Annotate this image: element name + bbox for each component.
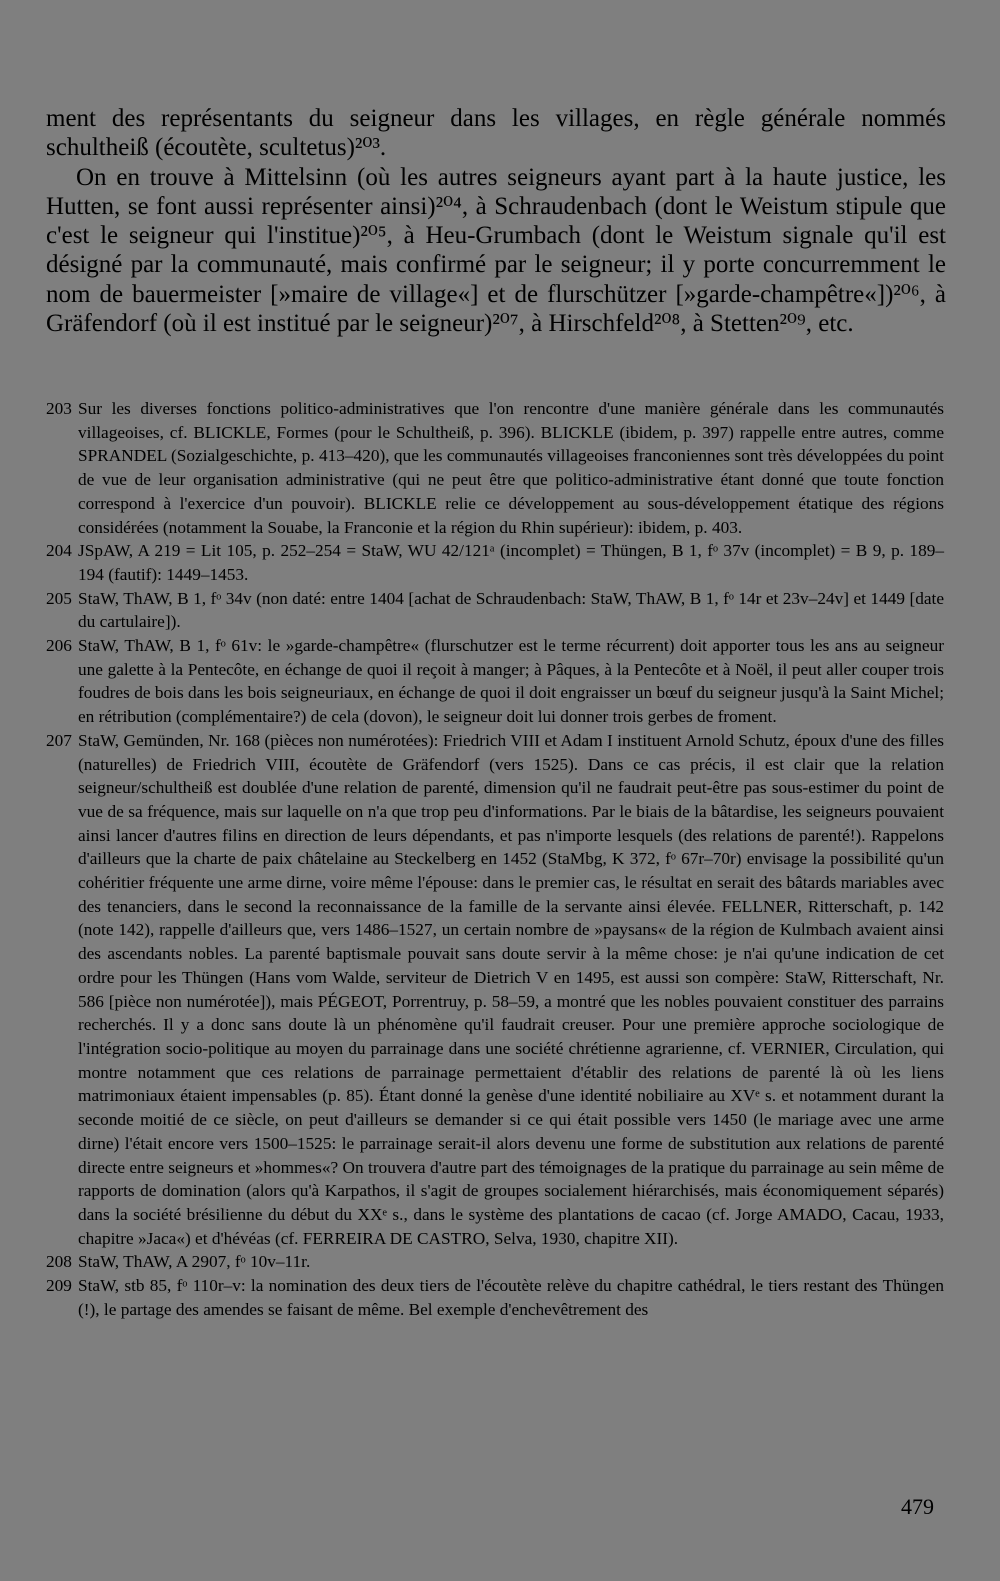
footnote-text: Sur les diverses fonctions politico-administratives que l'on rencontre d'une manière générale dans les communautés villageoises, cf. BLICKLE, Formes (pour le Schultheiß, p. 396). BLICKLE (ibidem, p. 397) rappelle entre autres, comme SPRANDEL (Sozialgeschichte, p. 413–420), que les communautés villageoises franconiennes sont très développées du point de vue de leur organisation administrative (qui ne peut être que politico-administrative étant donné que toute fonction correspond à l'exercice d'un pouvoir). BLICKLE relie ce développement au sous-développement étatique des régions considérées (notamment la Souabe, la Franconie et la région du Rhin supérieur): ibidem, p. 403.: [78, 399, 944, 537]
footnote-text: StaW, stb 85, fᵒ 110r–v: la nomination des deux tiers de l'écoutète relève du chapitre cathédral, le tiers restant des Thüngen (!), le partage des amendes se faisant de même. Bel exemple d'enchevêtrement des: [78, 1276, 944, 1319]
footnote-number: 204: [46, 541, 72, 561]
footnote-text: JSpAW, A 219 = Lit 105, p. 252–254 = StaW, WU 42/121ᵃ (incomplet) = Thüngen, B 1, fᵒ 37v (incomplet) = B 9, p. 189–194 (fautif): 1449–1453.: [78, 541, 944, 584]
footnote-206: [46, 634, 944, 729]
footnote-number: 208: [46, 1252, 72, 1272]
page-number: 479: [901, 1494, 934, 1519]
footnote-text: StaW, Gemünden, Nr. 168 (pièces non numérotées): Friedrich VIII et Adam I instituent Arnold Schutz, époux d'une des filles (naturelles) de Friedrich VIII, écoutète de Gräfendorf (vers 1525). Dans ce cas précis, il est clair que la relation seigneur/schultheiß est doublée d'une relation de parenté, dimension qu'il ne faudrait peut-être pas sous-estimer du point de vue de sa fréquence, mais sur laquelle on n'a que trop peu d'informations. Par le biais de la bâtardise, les seigneurs pouvaient ainsi lancer d'autres filins en direction de leurs dépendants, et pas n'importe lesquels (des relations de parenté!). Rappelons d'ailleurs que la charte de paix châtelaine au Steckelberg en 1452 (StaMbg, K 372, fᵒ 67r–70r) envisage la possibilité qu'un cohéritier fréquente une arme dirne, voire même l'épouse: dans le premier cas, le résultat en serait des bâtards mariables avec des tenanciers, dans le second la reconnaissance de la famille de la servante ainsi élevée. FELLNER, Ritterschaft, p. 142 (note 142), rappelle d'ailleurs que, vers 1486–1527, un certain nombre de »paysans« de la région de Kulmbach avaient ainsi des ascendants nobles. La parenté baptismale pouvait sans doute servir à la même chose: je n'ai qu'une indication de cet ordre pour les Thüngen (Hans vom Walde, serviteur de Dietrich V en 1495, est aussi son compère: StaW, Ritterschaft, Nr. 586 [pièce non numérotée]), mais PÉGEOT, Porrentruy, p. 58–59, a montré que les nobles pouvaient constituer des parrains recherchés. Il y a donc sans doute là un phénomène qu'il faudrait creuser. Pour une première approche sociologique de l'intégration socio-politique au moyen du parrainage dans une société chrétienne agrarienne, cf. VERNIER, Circulation, qui montre notamment que ces relations de parrainage permettaient d'établir des relations de parenté là où les liens matrimoniaux étaient impensables (p. 85). Étant donné la genèse d'une identité nobiliaire au XVᵉ s. et notamment durant la seconde moitié de ce siècle, on peut d'ailleurs se demander si ce qui était possible vers 1450 (le mariage avec une arme dirne) l'était encore vers 1500–1525: le parrainage serait-il alors devenu une forme de substitution aux relations de parenté directe entre seigneurs et »hommes«? On trouvera d'autre part des témoignages de la pratique du parrainage au sein même de rapports de domination (alors qu'à Karpathos, il s'agit de groupes socialement hiérarchisés, mais économiquement séparés) dans la société brésilienne du début du XXᵉ s., dans le système des plantations de cacao (cf. Jorge AMADO, Cacau, 1933, chapitre »Jaca«) et d'hévéas (cf. FERREIRA DE CASTRO, Selva, 1930, chapitre XII).: [78, 730, 944, 1248]
footnote-text: StaW, ThAW, A 2907, fᵒ 10v–11r.: [78, 1252, 311, 1272]
footnote-number: 203: [46, 399, 72, 418]
footnote-number: 209: [46, 1276, 72, 1296]
footnote-207: [46, 729, 944, 1250]
footnote-203: [46, 397, 944, 539]
footnote-204: [46, 539, 944, 586]
footnote-text: StaW, ThAW, B 1, fᵒ 34v (non daté: entre 1404 [achat de Schraudenbach: StaW, ThAW, B 1, fᵒ 14r et 23v–24v] et 1449 [date du cartulaire]).: [78, 588, 944, 632]
footnote-text: StaW, ThAW, B 1, fᵒ 61v: le »garde-champêtre« (flurschutzer est le terme récurrent) doit apporter tous les ans au seigneur une galette à la Pentecôte, en échange de quoi il reçoit à manger; à Pâques, à la Pentecôte et à Noël, il peut aller couper trois foudres de bois dans les bois seigneuriaux, en échange de quoi il doit engraisser un bœuf du seigneur jusqu'à la Saint Michel; en rétribution (complémentaire?) de cela (dovon), le seigneur doit lui donner trois gerbes de froment.: [78, 636, 944, 727]
main-text: [46, 104, 946, 338]
footnote-number: 206: [46, 636, 72, 656]
footnote-number: 205: [46, 588, 72, 608]
footnote-number: 207: [46, 730, 72, 750]
footnotes: [46, 397, 944, 1321]
footnote-208: [46, 1250, 944, 1274]
footnote-209: [46, 1274, 944, 1321]
footnote-205: [46, 587, 944, 634]
paragraph-continuation: ment des représentants du seigneur dans les villages, en règle générale nommés schultheiß (écoutète, scultetus)²⁰³.: [46, 105, 946, 162]
paragraph: On en trouve à Mittelsinn (où les autres seigneurs ayant part à la haute justice, les Hutten, se font aussi représenter ainsi)²⁰⁴, à Schraudenbach (dont le Weistum stipule que c'est le seigneur qui l'institue)²⁰⁵, à Heu-Grumbach (dont le Weistum signale qu'il est désigné par la communauté, mais confirmé par le seigneur; il y porte concurremment le nom de bauermeister [»maire de village«] et de flurschützer [»garde-champêtre«])²⁰⁶, à Gräfendorf (où il est institué par le seigneur)²⁰⁷, à Hirschfeld²⁰⁸, à Stetten²⁰⁹, etc.: [46, 163, 946, 338]
